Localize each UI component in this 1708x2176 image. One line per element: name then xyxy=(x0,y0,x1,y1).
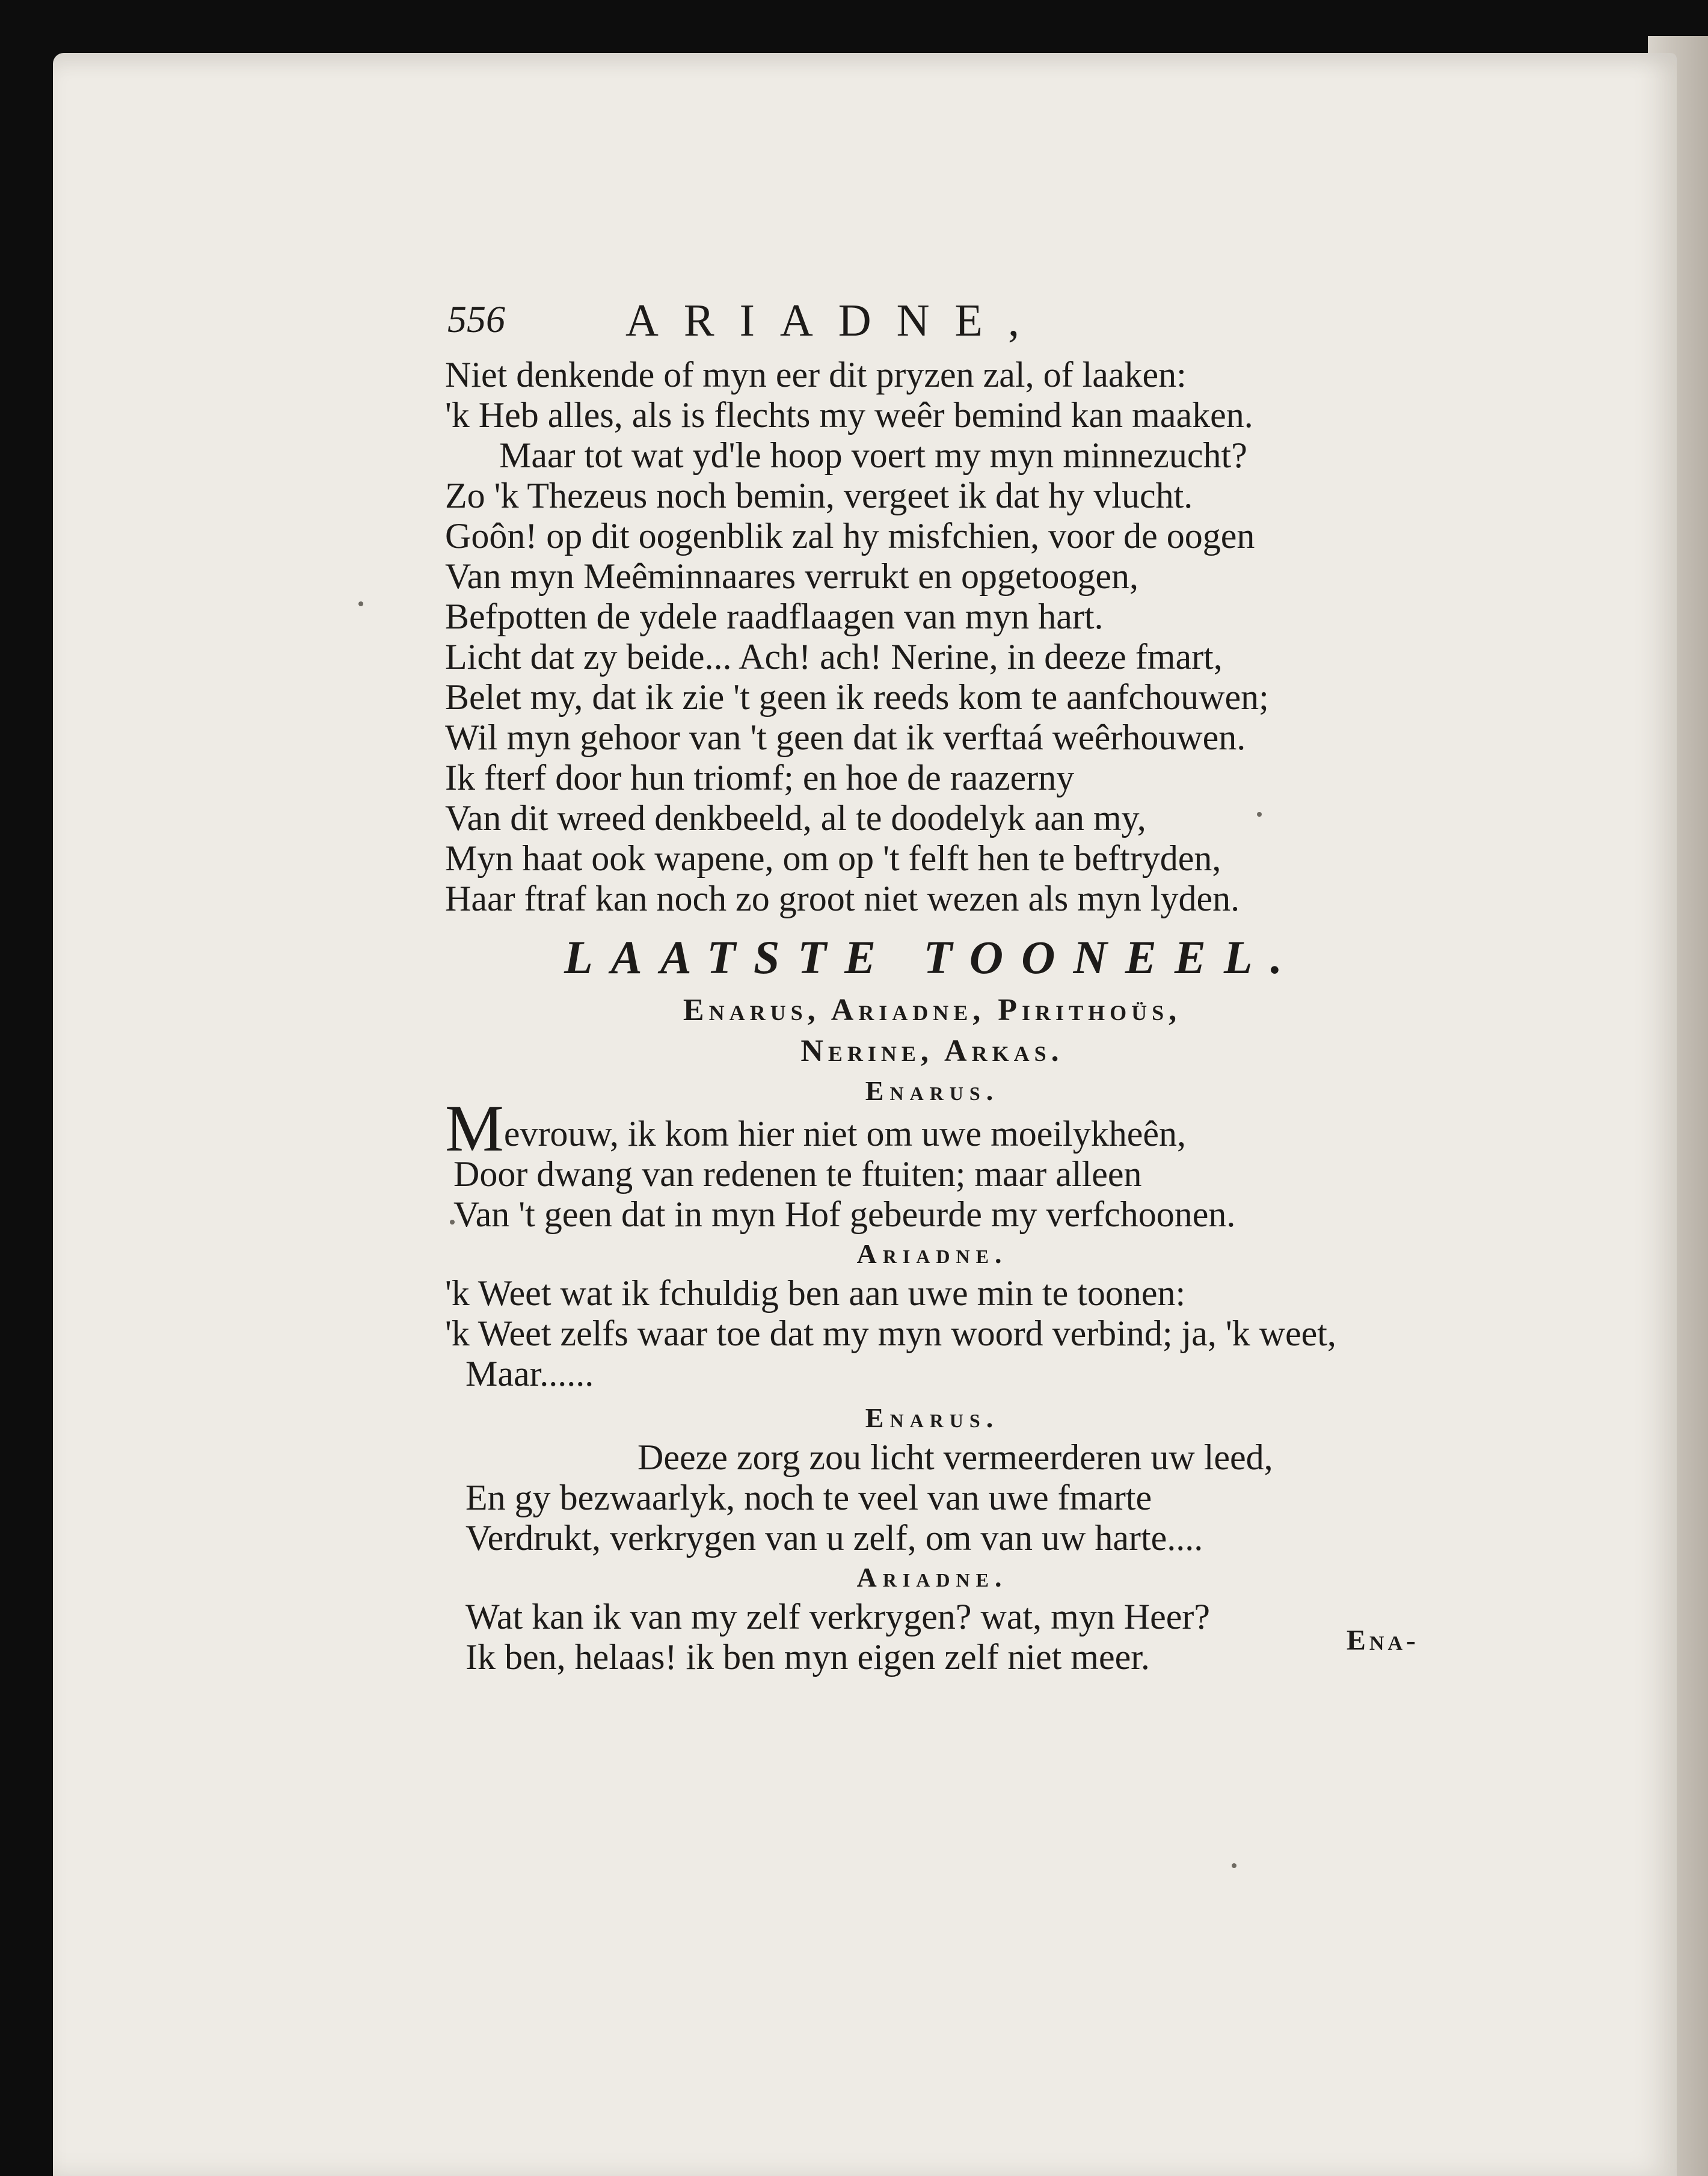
verse-line: Wat kan ik van my zelf verkrygen? wat, myn Heer? xyxy=(465,1597,1210,1637)
verse-line-rest: evrouw, ik kom hier niet om uwe moeilykheên, xyxy=(503,1114,1186,1154)
verse-line-with-drop-cap xyxy=(445,1092,1419,1165)
verse-line: Van 't geen dat in myn Hof gebeurde my verfchoonen. xyxy=(453,1194,1236,1234)
verse-line: Deeze zorg zou licht vermeerderen uw leed, xyxy=(637,1437,1273,1477)
verse-line: 'k Weet zelfs waar toe dat my myn woord verbind; ja, 'k weet, xyxy=(445,1314,1336,1353)
running-header xyxy=(445,289,1419,355)
paper-speck xyxy=(1232,1863,1236,1868)
verse-line: Van dit wreed denkbeeld, al te doodelyk aan my, xyxy=(445,798,1146,838)
verse-block xyxy=(445,355,1419,919)
verse-line: Van myn Meêminnaares verrukt en opgetoogen, xyxy=(445,556,1138,596)
verse-line: En gy bezwaarlyk, noch te veel van uwe fmarte xyxy=(465,1478,1152,1517)
verse-line: Door dwang van redenen te ftuiten; maar alleen xyxy=(453,1154,1142,1194)
verse-line: Zo 'k Thezeus noch bemin, vergeet ik dat hy vlucht. xyxy=(445,476,1193,515)
verse-line: Maar tot wat yd'le hoop voert my myn minnezucht? xyxy=(499,435,1247,475)
verse-line: Licht dat zy beide... Ach! ach! Nerine, in deeze fmart, xyxy=(445,637,1223,677)
verse-line: Belet my, dat ik zie 't geen ik reeds kom te aanfchouwen; xyxy=(445,677,1269,717)
verse-line: Befpotten de ydele raadflaagen van myn hart. xyxy=(445,597,1104,636)
speaker-name: Enarus. xyxy=(865,1403,1000,1433)
cast-list-line: Enarus, Ariadne, Pirithoüs, xyxy=(683,993,1182,1027)
verse-line: Wil myn gehoor van 't geen dat ik verftaá weêrhouwen. xyxy=(445,718,1246,757)
verse-line: Ik ben, helaas! ik ben myn eigen zelf niet meer. xyxy=(465,1637,1150,1677)
cast-list-line: Nerine, Arkas. xyxy=(800,1034,1064,1068)
speaker-name: Ariadne. xyxy=(856,1562,1008,1593)
verse-line: Niet denkende of myn eer dit pryzen zal, of laaken: xyxy=(445,355,1187,395)
speaker-name: Enarus. xyxy=(865,1075,1000,1106)
catchword: Ena- xyxy=(1346,1624,1419,1656)
running-head-title: ARIADNE, xyxy=(625,295,1045,346)
verse-line: 'k Heb alles, als is flechts my weêr bemind kan maaken. xyxy=(445,395,1253,435)
verse-line: Ik fterf door hun triomf; en hoe de raazerny xyxy=(445,758,1075,798)
paper-speck xyxy=(358,601,363,606)
verse-line: 'k Weet wat ik fchuldig ben aan uwe min te toonen: xyxy=(445,1273,1186,1313)
verse-line: Myn haat ook wapene, om op 't felft hen te beftryden, xyxy=(445,838,1221,878)
drop-cap-letter: M xyxy=(445,1092,504,1165)
verse-line: Goôn! op dit oogenblik zal hy misfchien, voor de oogen xyxy=(445,516,1255,556)
page-number: 556 xyxy=(447,298,505,340)
speaker-name: Ariadne. xyxy=(856,1238,1008,1269)
verse-line: Haar ftraf kan noch zo groot niet wezen als myn lyden. xyxy=(445,879,1240,918)
verse-line: Verdrukt, verkrygen van u zelf, om van uw harte.... xyxy=(465,1518,1203,1558)
scene-title: LAATSTE TOONEEL. xyxy=(564,931,1300,983)
verse-line: Maar...... xyxy=(465,1354,594,1394)
text-block xyxy=(445,289,1419,1677)
